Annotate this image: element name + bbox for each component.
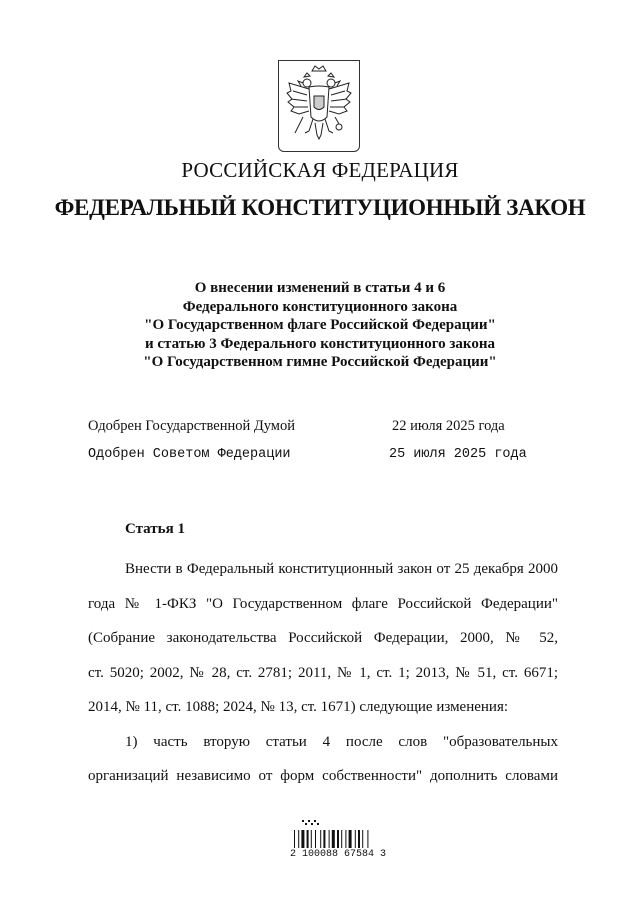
barcode-mark [302,820,304,822]
barcode-bar [294,830,295,848]
federation-council-approval-label: Одобрен Советом Федерации [88,447,291,462]
paragraph-line: организаций независимо от форм собственности" дополнить словами [88,768,558,784]
law-title-line: О внесении изменений в статьи 4 и 6 [194,280,446,296]
barcode-bar [315,830,316,848]
barcode-bar [341,830,342,848]
barcode-mark [308,820,310,822]
article-paragraph [88,552,558,794]
barcode-bar [307,830,309,848]
barcode-mark [314,820,316,822]
barcode-bar [332,830,335,848]
coat-of-arms-emblem [278,60,360,152]
article-heading: Статья 1 [125,521,185,537]
paragraph-line: 2014, № 11, ст. 1088; 2024, № 13, ст. 1671) следующие изменения: [88,699,509,715]
duma-approval-label: Одобрен Государственной Думой [88,418,295,434]
barcode-bar [320,830,321,848]
barcode-bar [355,830,356,848]
federation-council-approval-date: 25 июля 2025 года [389,447,527,462]
law-title-line: "О Государственном флаге Российской Федерации" [144,317,496,333]
paragraph-line: года № 1-ФКЗ "О Государственном флаге Российской Федерации" [88,595,558,612]
paragraph-line: ст. 5020; 2002, № 28, ст. 2781; 2011, № 1, ст. 1; 2013, № 51, ст. 6671; [88,664,558,681]
barcode-bar [301,830,304,848]
law-title [0,279,640,372]
barcode-bar [337,830,339,848]
double-headed-eagle-icon [279,61,359,151]
law-title-line: "О Государственном гимне Российской Федерации" [143,354,497,370]
barcode-bar [362,830,363,848]
paragraph-line: (Собрание законодательства Российской Федерации, 2000, № 52, [88,630,558,646]
barcode-mark [305,823,307,825]
duma-approval-date: 22 июля 2025 года [392,418,505,434]
barcode-bar [323,830,325,848]
paragraph-line: 1) часть вторую статьи 4 после слов "образовательных [125,733,558,750]
barcode-bar [345,830,346,848]
barcode-mark [317,823,319,825]
barcode-number: 2 100088 67584 3 [290,849,387,860]
barcode-bar [358,830,360,848]
barcode-bar [367,830,368,848]
law-type-heading: ФЕДЕРАЛЬНЫЙ КОНСТИТУЦИОННЫЙ ЗАКОН [54,195,586,220]
country-name: РОССИЙСКАЯ ФЕДЕРАЦИЯ [181,158,459,182]
law-title-line: Федерального конституционного закона [182,298,458,315]
paragraph-line: Внести в Федеральный конституционный закон от 25 декабря 2000 [125,561,558,577]
barcode-bar [298,830,299,848]
barcode-mark [311,823,313,825]
law-title-line: и статью 3 Федерального конституционного закона [144,335,496,352]
barcode-bar [311,830,312,848]
barcode [288,816,388,876]
barcode-bar [349,830,352,848]
barcode-bar [329,830,330,848]
